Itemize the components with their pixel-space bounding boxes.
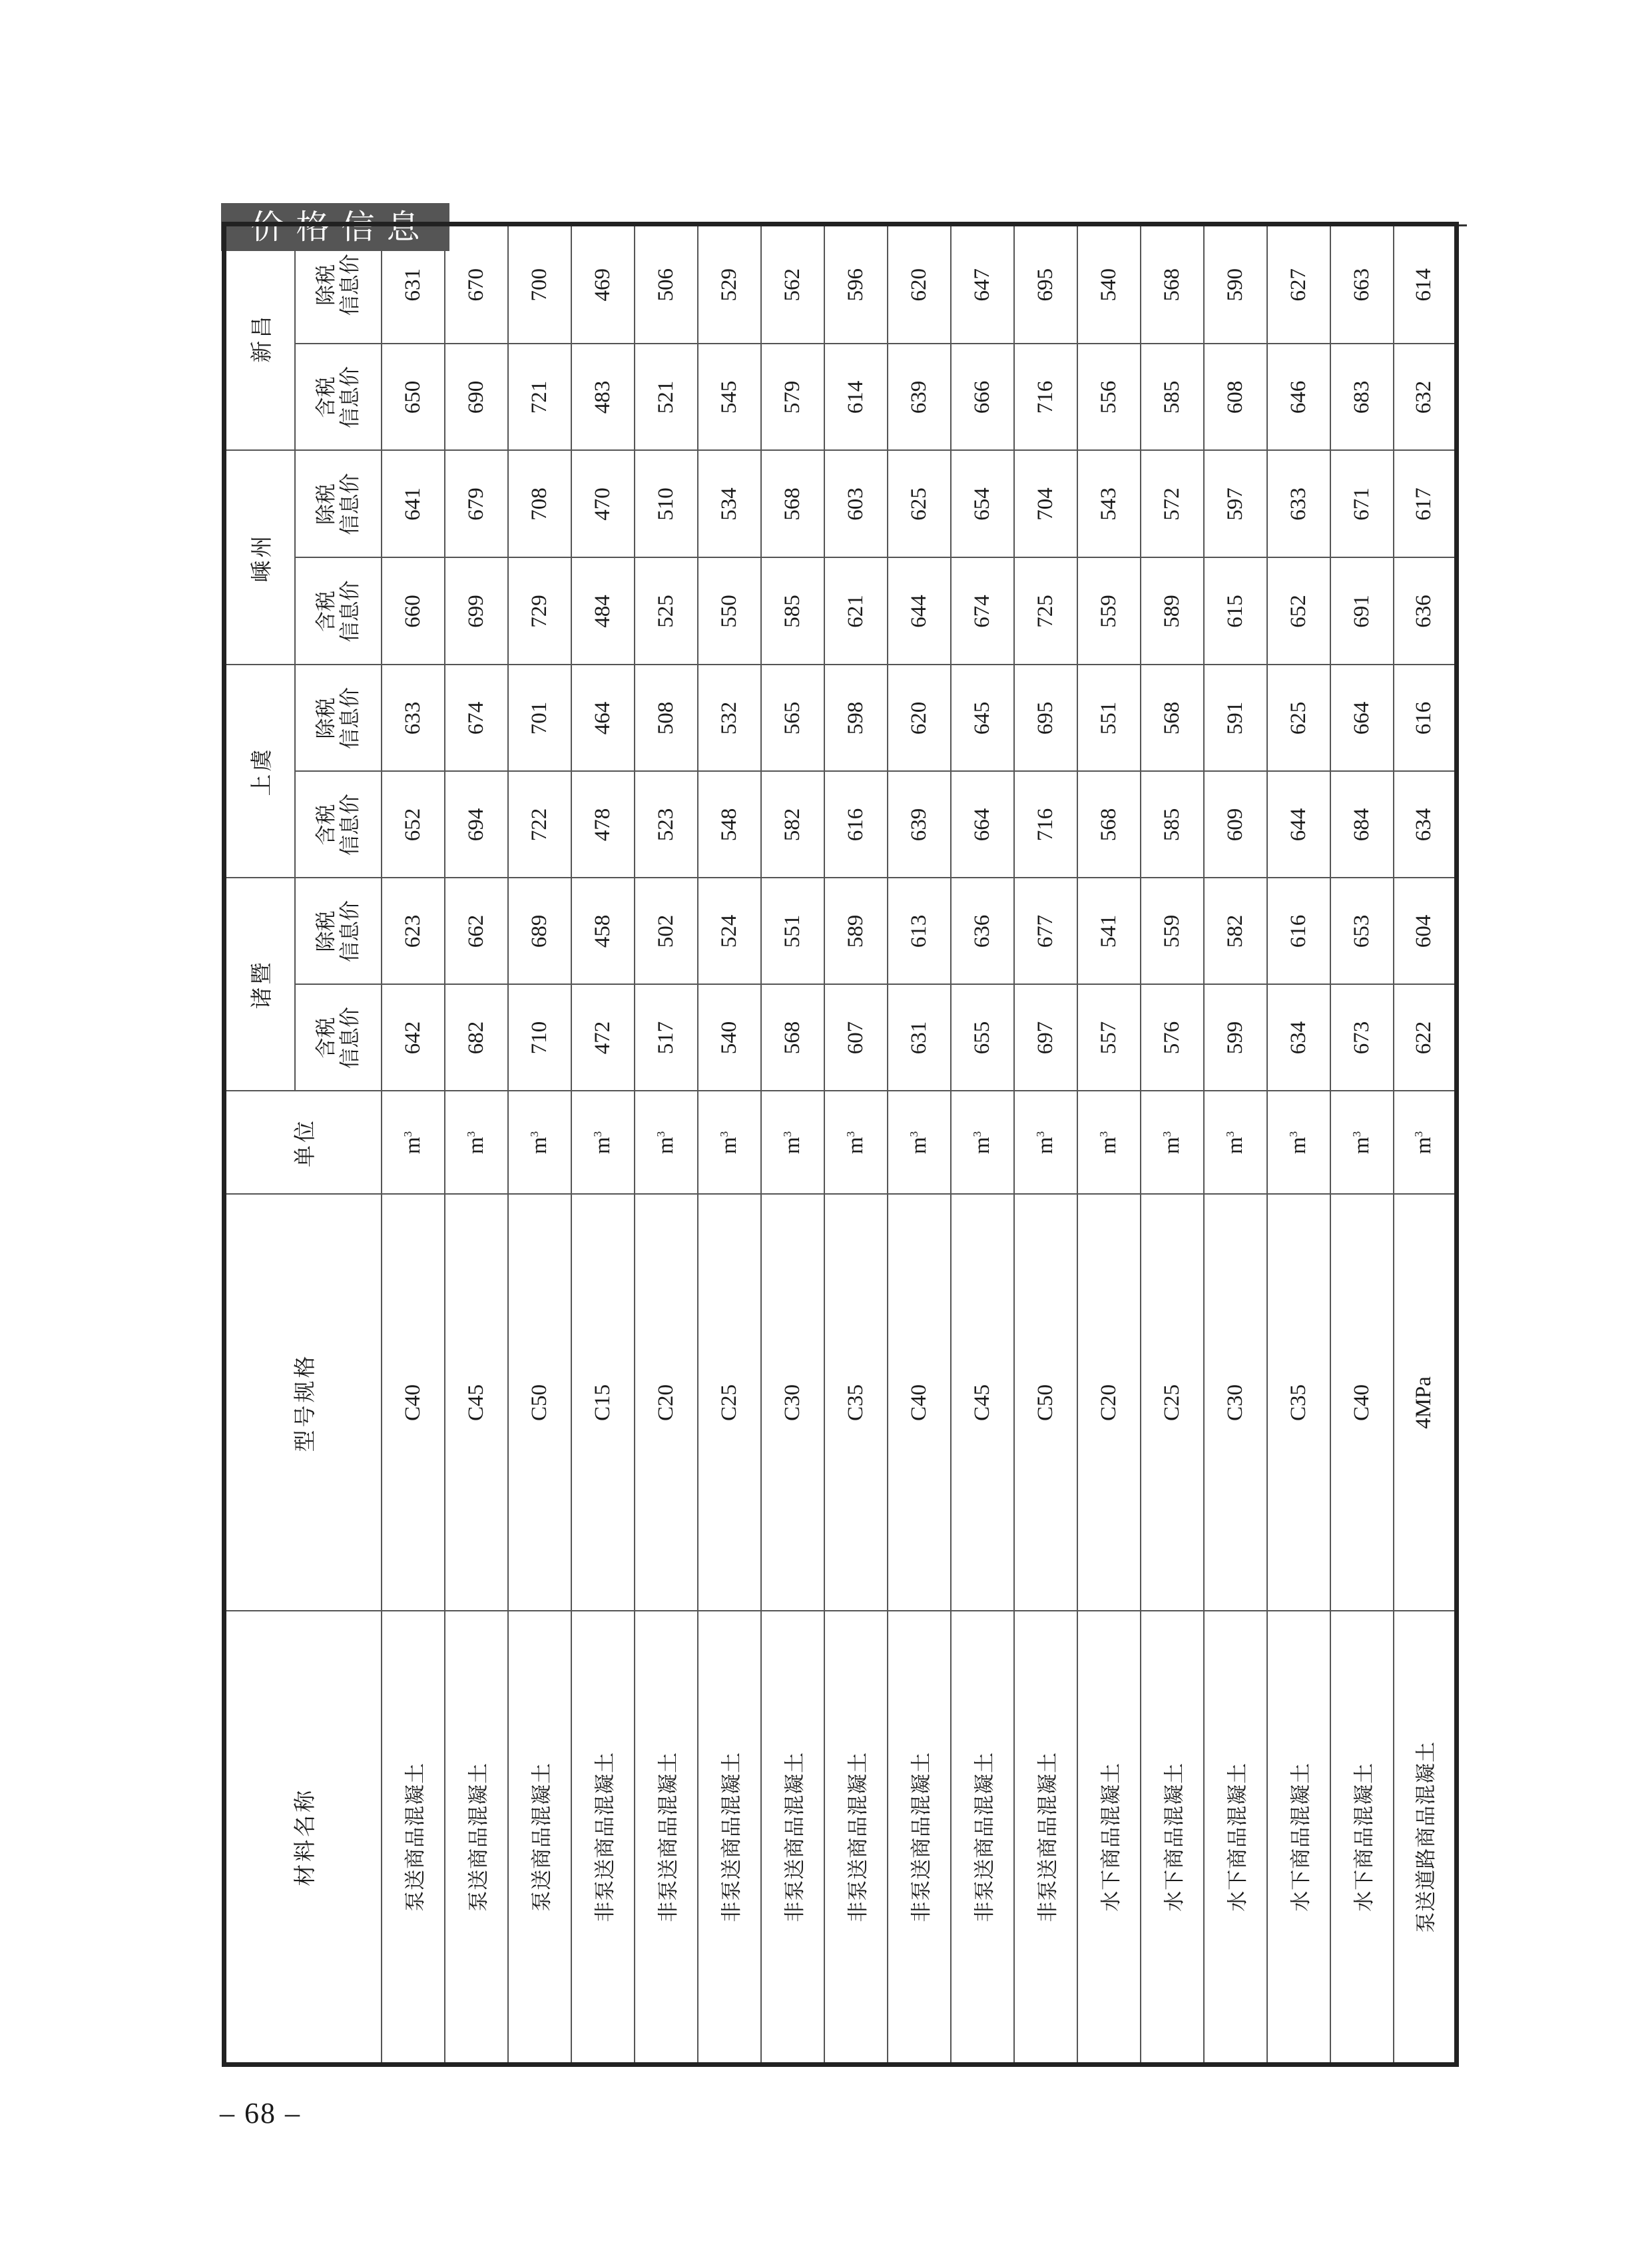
col-header-region: 上虞 xyxy=(224,665,295,878)
col-header-region: 嵊州 xyxy=(224,451,295,665)
cell-price-excl-tax: 631 xyxy=(382,224,445,344)
cell-price-incl-tax: 690 xyxy=(445,344,508,451)
table-row xyxy=(508,224,571,2065)
cell-price-excl-tax: 524 xyxy=(698,878,761,985)
cell-material-name: 泵送道路商品混凝土 xyxy=(1394,1611,1457,2065)
unit-base: m xyxy=(1412,1137,1436,1155)
cell-unit xyxy=(1204,1091,1267,1195)
table-row xyxy=(888,224,951,2065)
cell-spec: C30 xyxy=(761,1195,824,1611)
cell-unit xyxy=(445,1091,508,1195)
cell-price-excl-tax: 633 xyxy=(1267,451,1330,558)
cell-material-name: 水下商品混凝土 xyxy=(1204,1611,1267,2065)
cell-price-incl-tax: 478 xyxy=(571,772,635,878)
section-title: 价格信息 xyxy=(221,203,449,251)
cell-price-excl-tax: 565 xyxy=(761,665,824,772)
sub-line: 信息价 xyxy=(338,900,362,962)
unit-superscript: 3 xyxy=(1350,1131,1363,1137)
cell-price-excl-tax: 597 xyxy=(1204,451,1267,558)
cell-price-incl-tax: 710 xyxy=(508,985,571,1091)
table-row xyxy=(571,224,635,2065)
sub-line: 除税 xyxy=(314,910,338,952)
cell-price-excl-tax: 695 xyxy=(1014,224,1077,344)
price-table-rotated xyxy=(222,254,1456,2067)
cell-price-excl-tax: 671 xyxy=(1330,451,1394,558)
unit-base: m xyxy=(716,1137,741,1155)
cell-price-incl-tax: 621 xyxy=(824,558,888,665)
cell-unit xyxy=(1267,1091,1330,1195)
col-header-excl-tax xyxy=(295,665,382,772)
sub-line: 信息价 xyxy=(338,687,362,749)
table-row xyxy=(1014,224,1077,2065)
cell-spec: C45 xyxy=(951,1195,1014,1611)
cell-price-excl-tax: 591 xyxy=(1204,665,1267,772)
cell-price-excl-tax: 633 xyxy=(382,665,445,772)
cell-spec: C40 xyxy=(382,1195,445,1611)
cell-price-excl-tax: 664 xyxy=(1330,665,1394,772)
cell-price-excl-tax: 641 xyxy=(382,451,445,558)
cell-price-incl-tax: 636 xyxy=(1394,558,1457,665)
cell-price-incl-tax: 585 xyxy=(1141,772,1204,878)
cell-price-incl-tax: 729 xyxy=(508,558,571,665)
cell-price-excl-tax: 708 xyxy=(508,451,571,558)
sub-line: 信息价 xyxy=(338,473,362,535)
cell-price-incl-tax: 616 xyxy=(824,772,888,878)
unit-base: m xyxy=(400,1137,425,1155)
unit-superscript: 3 xyxy=(527,1131,541,1137)
cell-price-excl-tax: 647 xyxy=(951,224,1014,344)
cell-spec: C35 xyxy=(1267,1195,1330,1611)
cell-price-excl-tax: 508 xyxy=(635,665,698,772)
cell-material-name: 水下商品混凝土 xyxy=(1267,1611,1330,2065)
cell-spec: C25 xyxy=(698,1195,761,1611)
cell-price-incl-tax: 622 xyxy=(1394,985,1457,1091)
unit-superscript: 3 xyxy=(464,1131,477,1137)
cell-material-name: 泵送商品混凝土 xyxy=(445,1611,508,2065)
unit-base: m xyxy=(1286,1137,1310,1155)
cell-price-incl-tax: 682 xyxy=(445,985,508,1091)
cell-price-excl-tax: 510 xyxy=(635,451,698,558)
cell-spec: C30 xyxy=(1204,1195,1267,1611)
table-body xyxy=(382,224,1457,2065)
cell-unit xyxy=(1077,1091,1141,1195)
cell-price-incl-tax: 607 xyxy=(824,985,888,1091)
cell-price-excl-tax: 616 xyxy=(1394,665,1457,772)
cell-price-incl-tax: 483 xyxy=(571,344,635,451)
cell-price-excl-tax: 700 xyxy=(508,224,571,344)
cell-price-excl-tax: 645 xyxy=(951,665,1014,772)
cell-price-incl-tax: 697 xyxy=(1014,985,1077,1091)
cell-price-incl-tax: 694 xyxy=(445,772,508,878)
col-header-name: 材料名称 xyxy=(224,1611,382,2065)
table-row xyxy=(1394,224,1457,2065)
cell-price-incl-tax: 722 xyxy=(508,772,571,878)
table-row xyxy=(761,224,824,2065)
cell-price-excl-tax: 596 xyxy=(824,224,888,344)
unit-superscript: 3 xyxy=(970,1131,983,1137)
cell-spec: 4MPa xyxy=(1394,1195,1457,1611)
sub-line: 含税 xyxy=(314,376,338,418)
cell-spec: C50 xyxy=(1014,1195,1077,1611)
unit-superscript: 3 xyxy=(1097,1131,1110,1137)
unit-superscript: 3 xyxy=(1160,1131,1173,1137)
cell-unit xyxy=(951,1091,1014,1195)
unit-superscript: 3 xyxy=(844,1131,857,1137)
cell-material-name: 水下商品混凝土 xyxy=(1141,1611,1204,2065)
cell-price-excl-tax: 582 xyxy=(1204,878,1267,985)
cell-material-name: 水下商品混凝土 xyxy=(1330,1611,1394,2065)
unit-base: m xyxy=(527,1137,551,1155)
col-header-excl-tax xyxy=(295,878,382,985)
sub-line: 除税 xyxy=(314,264,338,306)
cell-material-name: 非泵送商品混凝土 xyxy=(1014,1611,1077,2065)
unit-base: m xyxy=(780,1137,804,1155)
col-header-excl-tax xyxy=(295,224,382,344)
cell-price-excl-tax: 620 xyxy=(888,665,951,772)
sub-line: 含税 xyxy=(314,1017,338,1059)
col-header-region: 新昌 xyxy=(224,224,295,451)
cell-price-incl-tax: 655 xyxy=(951,985,1014,1091)
cell-material-name: 泵送商品混凝土 xyxy=(382,1611,445,2065)
cell-price-incl-tax: 644 xyxy=(888,558,951,665)
sub-line: 信息价 xyxy=(338,366,362,428)
cell-price-incl-tax: 644 xyxy=(1267,772,1330,878)
cell-price-incl-tax: 646 xyxy=(1267,344,1330,451)
cell-price-incl-tax: 652 xyxy=(382,772,445,878)
cell-price-excl-tax: 616 xyxy=(1267,878,1330,985)
cell-price-incl-tax: 664 xyxy=(951,772,1014,878)
col-header-incl-tax xyxy=(295,344,382,451)
cell-price-excl-tax: 598 xyxy=(824,665,888,772)
cell-price-excl-tax: 704 xyxy=(1014,451,1077,558)
table-row xyxy=(1077,224,1141,2065)
unit-superscript: 3 xyxy=(591,1131,604,1137)
cell-price-incl-tax: 582 xyxy=(761,772,824,878)
cell-price-excl-tax: 653 xyxy=(1330,878,1394,985)
cell-price-excl-tax: 469 xyxy=(571,224,635,344)
cell-price-incl-tax: 559 xyxy=(1077,558,1141,665)
cell-price-excl-tax: 636 xyxy=(951,878,1014,985)
cell-unit xyxy=(571,1091,635,1195)
cell-price-incl-tax: 609 xyxy=(1204,772,1267,878)
cell-price-excl-tax: 679 xyxy=(445,451,508,558)
cell-price-excl-tax: 677 xyxy=(1014,878,1077,985)
cell-price-incl-tax: 652 xyxy=(1267,558,1330,665)
col-header-spec: 型号规格 xyxy=(224,1195,382,1611)
cell-price-excl-tax: 603 xyxy=(824,451,888,558)
cell-unit xyxy=(824,1091,888,1195)
cell-material-name: 非泵送商品混凝土 xyxy=(761,1611,824,2065)
sub-line: 信息价 xyxy=(338,580,362,643)
sub-line: 除税 xyxy=(314,483,338,525)
cell-unit xyxy=(1014,1091,1077,1195)
unit-base: m xyxy=(843,1137,868,1155)
cell-price-incl-tax: 650 xyxy=(382,344,445,451)
cell-price-excl-tax: 662 xyxy=(445,878,508,985)
cell-price-excl-tax: 464 xyxy=(571,665,635,772)
cell-unit xyxy=(698,1091,761,1195)
cell-spec: C45 xyxy=(445,1195,508,1611)
table-row xyxy=(698,224,761,2065)
unit-superscript: 3 xyxy=(401,1131,414,1137)
cell-price-excl-tax: 506 xyxy=(635,224,698,344)
cell-spec: C20 xyxy=(635,1195,698,1611)
cell-price-incl-tax: 674 xyxy=(951,558,1014,665)
sub-line: 含税 xyxy=(314,804,338,846)
unit-base: m xyxy=(653,1137,678,1155)
table-row xyxy=(951,224,1014,2065)
cell-price-excl-tax: 532 xyxy=(698,665,761,772)
cell-price-incl-tax: 673 xyxy=(1330,985,1394,1091)
unit-base: m xyxy=(463,1137,488,1155)
cell-price-excl-tax: 562 xyxy=(761,224,824,344)
cell-price-excl-tax: 614 xyxy=(1394,224,1457,344)
col-header-region: 诸暨 xyxy=(224,878,295,1091)
cell-price-excl-tax: 590 xyxy=(1204,224,1267,344)
table-row xyxy=(1330,224,1394,2065)
cell-price-incl-tax: 579 xyxy=(761,344,824,451)
unit-base: m xyxy=(1033,1137,1057,1155)
unit-superscript: 3 xyxy=(654,1131,667,1137)
cell-price-excl-tax: 572 xyxy=(1141,451,1204,558)
cell-price-excl-tax: 540 xyxy=(1077,224,1141,344)
header-row-regions xyxy=(224,224,295,2065)
cell-material-name: 水下商品混凝土 xyxy=(1077,1611,1141,2065)
cell-material-name: 非泵送商品混凝土 xyxy=(698,1611,761,2065)
cell-price-incl-tax: 545 xyxy=(698,344,761,451)
cell-price-incl-tax: 576 xyxy=(1141,985,1204,1091)
unit-base: m xyxy=(590,1137,615,1155)
cell-price-incl-tax: 725 xyxy=(1014,558,1077,665)
sub-line: 信息价 xyxy=(338,1007,362,1069)
cell-price-excl-tax: 695 xyxy=(1014,665,1077,772)
cell-price-excl-tax: 470 xyxy=(571,451,635,558)
cell-price-incl-tax: 599 xyxy=(1204,985,1267,1091)
cell-price-excl-tax: 625 xyxy=(1267,665,1330,772)
table-row xyxy=(635,224,698,2065)
cell-price-incl-tax: 632 xyxy=(1394,344,1457,451)
cell-price-excl-tax: 502 xyxy=(635,878,698,985)
cell-price-excl-tax: 568 xyxy=(1141,224,1204,344)
unit-superscript: 3 xyxy=(780,1131,794,1137)
cell-price-incl-tax: 517 xyxy=(635,985,698,1091)
cell-price-excl-tax: 543 xyxy=(1077,451,1141,558)
cell-spec: C15 xyxy=(571,1195,635,1611)
cell-price-excl-tax: 663 xyxy=(1330,224,1394,344)
unit-superscript: 3 xyxy=(1033,1131,1047,1137)
cell-unit xyxy=(888,1091,951,1195)
cell-price-incl-tax: 721 xyxy=(508,344,571,451)
cell-price-incl-tax: 556 xyxy=(1077,344,1141,451)
cell-price-incl-tax: 639 xyxy=(888,772,951,878)
sub-line: 信息价 xyxy=(338,254,362,316)
cell-price-excl-tax: 458 xyxy=(571,878,635,985)
table-row xyxy=(382,224,445,2065)
sub-line: 含税 xyxy=(314,591,338,632)
col-header-unit: 单位 xyxy=(224,1091,382,1195)
cell-price-excl-tax: 568 xyxy=(761,451,824,558)
cell-price-incl-tax: 523 xyxy=(635,772,698,878)
cell-price-excl-tax: 654 xyxy=(951,451,1014,558)
cell-price-incl-tax: 550 xyxy=(698,558,761,665)
unit-superscript: 3 xyxy=(907,1131,920,1137)
cell-price-excl-tax: 623 xyxy=(382,878,445,985)
cell-price-incl-tax: 639 xyxy=(888,344,951,451)
unit-superscript: 3 xyxy=(1412,1131,1426,1137)
cell-price-incl-tax: 614 xyxy=(824,344,888,451)
cell-price-excl-tax: 589 xyxy=(824,878,888,985)
cell-unit xyxy=(1330,1091,1394,1195)
cell-price-incl-tax: 608 xyxy=(1204,344,1267,451)
cell-price-incl-tax: 589 xyxy=(1141,558,1204,665)
cell-price-incl-tax: 557 xyxy=(1077,985,1141,1091)
cell-price-incl-tax: 716 xyxy=(1014,772,1077,878)
price-table xyxy=(222,222,1459,2067)
cell-price-incl-tax: 568 xyxy=(1077,772,1141,878)
cell-price-incl-tax: 540 xyxy=(698,985,761,1091)
cell-spec: C35 xyxy=(824,1195,888,1611)
unit-base: m xyxy=(969,1137,994,1155)
table-row xyxy=(1141,224,1204,2065)
cell-price-excl-tax: 674 xyxy=(445,665,508,772)
cell-material-name: 非泵送商品混凝土 xyxy=(571,1611,635,2065)
col-header-incl-tax xyxy=(295,985,382,1091)
cell-price-excl-tax: 551 xyxy=(1077,665,1141,772)
page-number: – 68 – xyxy=(220,2097,301,2129)
cell-unit xyxy=(508,1091,571,1195)
cell-price-incl-tax: 666 xyxy=(951,344,1014,451)
unit-base: m xyxy=(906,1137,931,1155)
col-header-excl-tax xyxy=(295,451,382,558)
cell-price-excl-tax: 701 xyxy=(508,665,571,772)
table-row xyxy=(824,224,888,2065)
cell-price-excl-tax: 534 xyxy=(698,451,761,558)
cell-material-name: 非泵送商品混凝土 xyxy=(888,1611,951,2065)
cell-price-incl-tax: 684 xyxy=(1330,772,1394,878)
cell-price-excl-tax: 529 xyxy=(698,224,761,344)
col-header-incl-tax xyxy=(295,558,382,665)
cell-unit xyxy=(635,1091,698,1195)
cell-price-excl-tax: 670 xyxy=(445,224,508,344)
cell-price-excl-tax: 541 xyxy=(1077,878,1141,985)
cell-spec: C40 xyxy=(1330,1195,1394,1611)
cell-price-incl-tax: 615 xyxy=(1204,558,1267,665)
unit-superscript: 3 xyxy=(717,1131,730,1137)
cell-material-name: 非泵送商品混凝土 xyxy=(824,1611,888,2065)
cell-price-incl-tax: 631 xyxy=(888,985,951,1091)
cell-material-name: 非泵送商品混凝土 xyxy=(951,1611,1014,2065)
cell-price-incl-tax: 568 xyxy=(761,985,824,1091)
cell-price-incl-tax: 472 xyxy=(571,985,635,1091)
cell-price-incl-tax: 642 xyxy=(382,985,445,1091)
cell-spec: C25 xyxy=(1141,1195,1204,1611)
cell-price-excl-tax: 689 xyxy=(508,878,571,985)
col-header-incl-tax xyxy=(295,772,382,878)
cell-price-incl-tax: 585 xyxy=(761,558,824,665)
unit-superscript: 3 xyxy=(1223,1131,1237,1137)
cell-price-incl-tax: 548 xyxy=(698,772,761,878)
cell-spec: C50 xyxy=(508,1195,571,1611)
cell-price-incl-tax: 521 xyxy=(635,344,698,451)
cell-price-excl-tax: 604 xyxy=(1394,878,1457,985)
cell-material-name: 泵送商品混凝土 xyxy=(508,1611,571,2065)
cell-price-incl-tax: 660 xyxy=(382,558,445,665)
unit-base: m xyxy=(1096,1137,1121,1155)
cell-material-name: 非泵送商品混凝土 xyxy=(635,1611,698,2065)
cell-price-incl-tax: 699 xyxy=(445,558,508,665)
cell-spec: C40 xyxy=(888,1195,951,1611)
unit-base: m xyxy=(1223,1137,1247,1155)
table-row xyxy=(1267,224,1330,2065)
cell-price-excl-tax: 625 xyxy=(888,451,951,558)
cell-price-excl-tax: 627 xyxy=(1267,224,1330,344)
unit-base: m xyxy=(1159,1137,1184,1155)
cell-price-excl-tax: 617 xyxy=(1394,451,1457,558)
cell-price-incl-tax: 683 xyxy=(1330,344,1394,451)
cell-spec: C20 xyxy=(1077,1195,1141,1611)
cell-unit xyxy=(761,1091,824,1195)
cell-price-excl-tax: 551 xyxy=(761,878,824,985)
cell-price-excl-tax: 613 xyxy=(888,878,951,985)
cell-unit xyxy=(1141,1091,1204,1195)
cell-price-incl-tax: 634 xyxy=(1394,772,1457,878)
cell-price-incl-tax: 585 xyxy=(1141,344,1204,451)
cell-price-incl-tax: 634 xyxy=(1267,985,1330,1091)
table-row xyxy=(1204,224,1267,2065)
cell-price-incl-tax: 525 xyxy=(635,558,698,665)
unit-base: m xyxy=(1349,1137,1374,1155)
cell-price-incl-tax: 691 xyxy=(1330,558,1394,665)
sub-line: 除税 xyxy=(314,697,338,739)
cell-unit xyxy=(382,1091,445,1195)
unit-superscript: 3 xyxy=(1286,1131,1300,1137)
cell-unit xyxy=(1394,1091,1457,1195)
table-row xyxy=(445,224,508,2065)
cell-price-excl-tax: 620 xyxy=(888,224,951,344)
cell-price-excl-tax: 568 xyxy=(1141,665,1204,772)
cell-price-incl-tax: 716 xyxy=(1014,344,1077,451)
cell-price-excl-tax: 559 xyxy=(1141,878,1204,985)
cell-price-incl-tax: 484 xyxy=(571,558,635,665)
sub-line: 信息价 xyxy=(338,794,362,856)
